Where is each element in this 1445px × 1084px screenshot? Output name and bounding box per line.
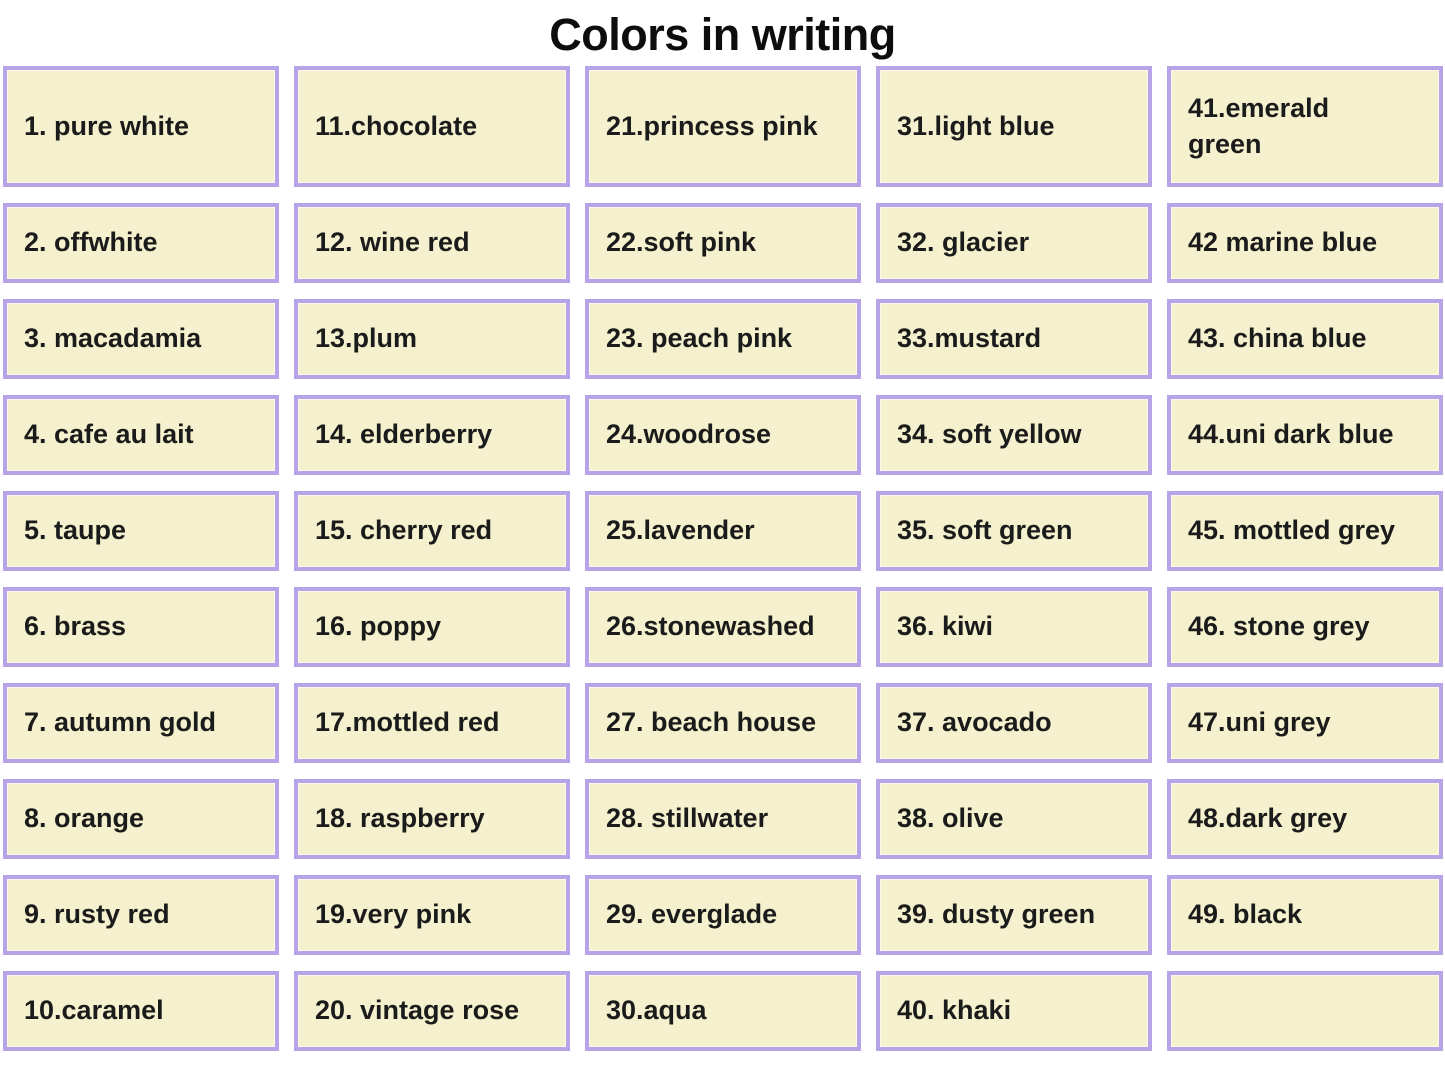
color-cell: [1167, 683, 1443, 763]
color-cell-label: 19.very pink: [315, 899, 472, 930]
color-cell: [1167, 395, 1443, 475]
color-cell-label: 24.woodrose: [606, 419, 772, 450]
color-cell-label: 33.mustard: [897, 323, 1042, 354]
color-cell: [585, 299, 861, 379]
color-cell-label: 38. olive: [897, 803, 1004, 834]
color-cell: [1167, 66, 1443, 187]
color-cell-label: 46. stone grey: [1188, 611, 1370, 642]
color-cell-label: 6. brass: [24, 611, 127, 642]
color-cell-label: 26.stonewashed: [606, 611, 815, 642]
color-cell: [3, 875, 279, 955]
color-cell-label: 45. mottled grey: [1188, 515, 1396, 546]
color-cell: [585, 395, 861, 475]
color-cell-label: 29. everglade: [606, 899, 778, 930]
color-cell-label: 28. stillwater: [606, 803, 769, 834]
color-cell-label: 49. black: [1188, 899, 1303, 930]
color-cell: [585, 203, 861, 283]
color-cell-label: 2. offwhite: [24, 227, 158, 258]
color-cell: [294, 779, 570, 859]
color-cell-label: 35. soft green: [897, 515, 1073, 546]
color-cell: [294, 299, 570, 379]
color-cell: [876, 203, 1152, 283]
color-cell-label: 8. orange: [24, 803, 145, 834]
color-cell: [3, 66, 279, 187]
color-cell: [1167, 299, 1443, 379]
color-cell-label: 34. soft yellow: [897, 419, 1082, 450]
color-cell: [585, 779, 861, 859]
color-cell-label: 15. cherry red: [315, 515, 493, 546]
color-cell-label: 40. khaki: [897, 995, 1012, 1026]
color-cell-label: 20. vintage rose: [315, 995, 520, 1026]
color-cell-label: 39. dusty green: [897, 899, 1096, 930]
color-cell: [294, 971, 570, 1051]
color-cell-label: 41.emerald green: [1188, 93, 1330, 159]
color-cell: [585, 875, 861, 955]
color-cell-label: 37. avocado: [897, 707, 1052, 738]
color-cell-label: 5. taupe: [24, 515, 127, 546]
color-cell: [1167, 203, 1443, 283]
color-cell-label: 7. autumn gold: [24, 707, 216, 738]
color-cell: [876, 395, 1152, 475]
color-cell: [3, 779, 279, 859]
color-cell: [585, 971, 861, 1051]
color-cell-label: 25.lavender: [606, 515, 755, 546]
color-cell-label: 12. wine red: [315, 227, 470, 258]
color-cell-label: 9. rusty red: [24, 899, 170, 930]
color-cell: [1167, 587, 1443, 667]
color-cell: [876, 875, 1152, 955]
color-cell: [3, 203, 279, 283]
color-cell: [294, 491, 570, 571]
color-cell: [294, 587, 570, 667]
color-cell: [876, 971, 1152, 1051]
color-cell: [876, 491, 1152, 571]
color-cell-label: 1. pure white: [24, 110, 190, 141]
color-cell: [876, 299, 1152, 379]
color-cell-label: 47.uni grey: [1188, 707, 1331, 738]
color-cell: [294, 203, 570, 283]
color-cell: [585, 491, 861, 571]
color-cell-label: 11.chocolate: [315, 110, 478, 141]
color-cell: [876, 66, 1152, 187]
color-cell-label: 42 marine blue: [1188, 227, 1378, 258]
color-cell-label: 14. elderberry: [315, 419, 493, 450]
color-cell-label: 43. china blue: [1188, 323, 1367, 354]
color-cell: [585, 66, 861, 187]
color-cell-label: 18. raspberry: [315, 803, 485, 834]
color-cell: [3, 299, 279, 379]
color-cell-label: 23. peach pink: [606, 323, 793, 354]
color-cell-label: 17.mottled red: [315, 707, 500, 738]
color-cell-label: 48.dark grey: [1188, 803, 1348, 834]
color-cell-label: 16. poppy: [315, 611, 442, 642]
color-cell: [876, 779, 1152, 859]
color-cell-label: 31.light blue: [897, 110, 1055, 141]
color-cell-label: 21.princess pink: [606, 110, 818, 141]
color-cell: [294, 683, 570, 763]
color-cell-label: 4. cafe au lait: [24, 419, 194, 450]
color-cell: [3, 491, 279, 571]
color-cell: [1167, 491, 1443, 571]
color-grid: [0, 66, 1445, 1051]
color-cell-label: 27. beach house: [606, 707, 817, 738]
color-cell: [294, 66, 570, 187]
color-cell: [3, 395, 279, 475]
color-cell: [3, 971, 279, 1051]
color-cell-label: 30.aqua: [606, 995, 707, 1026]
color-cell: [585, 683, 861, 763]
color-cell: [294, 875, 570, 955]
color-cell: [876, 683, 1152, 763]
color-cell: [3, 683, 279, 763]
color-cell-label: 32. glacier: [897, 227, 1030, 258]
color-cell: [1167, 875, 1443, 955]
page-title: Colors in writing: [549, 9, 896, 60]
color-cell: [1167, 779, 1443, 859]
color-cell: [585, 587, 861, 667]
color-cell: [294, 395, 570, 475]
color-cell-label: 3. macadamia: [24, 323, 202, 354]
color-cell: [3, 587, 279, 667]
color-cell-label: 22.soft pink: [606, 227, 757, 258]
color-cell-label: 10.caramel: [24, 995, 164, 1026]
color-cell-label: 13.plum: [315, 323, 418, 354]
color-cell-label: 44.uni dark blue: [1188, 419, 1394, 450]
color-cell: [876, 587, 1152, 667]
color-cell: [1167, 971, 1443, 1051]
color-cell-label: 36. kiwi: [897, 611, 994, 642]
